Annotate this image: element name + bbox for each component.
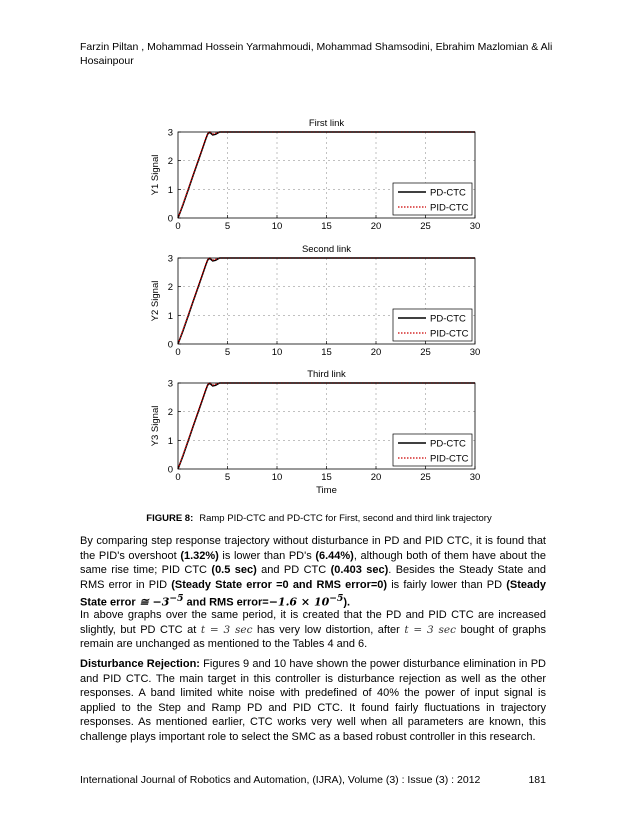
x-tick-label: 15 <box>321 221 332 232</box>
y-tick-label: 2 <box>167 407 173 419</box>
x-tick-label: 5 <box>224 472 231 483</box>
y-tick-label: 0 <box>167 213 173 225</box>
p1-bold-1: (1.32%) <box>180 549 219 562</box>
x-tick-label: 30 <box>469 347 481 358</box>
subplot-title: Third link <box>307 369 346 380</box>
x-tick-label: 25 <box>420 472 431 483</box>
y-tick-label: 3 <box>167 253 173 265</box>
y-axis-label: Y1 Signal <box>150 154 161 196</box>
p1-text-6: is fairly lower than PD <box>387 578 507 591</box>
subplot-3 <box>150 369 480 496</box>
x-tick-label: 25 <box>420 221 431 232</box>
figure-caption-text: Ramp PID-CTC and PD-CTC for First, second and third link trajectory <box>199 513 492 524</box>
legend-label-pid-ctc: PID-CTC <box>430 328 469 340</box>
p1-bold-3: (0.5 sec) <box>211 564 257 577</box>
legend-label-pid-ctc: PID-CTC <box>430 453 469 465</box>
subplot-1 <box>150 118 480 232</box>
legend-label-pd-ctc: PD-CTC <box>430 313 466 325</box>
p1-text-7: ). <box>343 597 351 610</box>
x-tick-label: 10 <box>271 472 283 483</box>
y-tick-label: 1 <box>167 435 173 447</box>
footer-journal: International Journal of Robotics and Automation, (IJRA), Volume (3) : Issue (3) : 2012 <box>80 774 481 786</box>
p1-math-2: −1.6 × 10 <box>268 596 330 610</box>
y-tick-label: 0 <box>167 339 173 351</box>
legend-label-pd-ctc: PD-CTC <box>430 187 466 199</box>
y-tick-label: 2 <box>167 282 173 294</box>
p1-bold-2: (6.44%) <box>315 549 354 562</box>
figure-label: FIGURE 8: <box>146 513 194 524</box>
p1-text-2: is lower than PD's <box>218 549 316 562</box>
y-tick-label: 3 <box>167 378 173 390</box>
y-tick-label: 1 <box>167 184 173 196</box>
p3-text: Figures 9 and 10 have shown the power disturbance elimination in PD and PID CTC. The main target in this controller is disturbance rejection as well as the other responses. A band limited white noise with predefined of 40% the power of input signal is applied to the Step and Ramp PD and PID CTC. It found fairly fluctuations in trajectory responses. As mentioned earlier, CTC works very well when all parameters are known, this challenge plays important role to select the SMC as a based robust controller in this research. <box>80 658 546 743</box>
y-axis-label: Y3 Signal <box>150 405 161 447</box>
x-tick-label: 5 <box>224 221 231 232</box>
subplot-2 <box>150 244 480 358</box>
x-tick-label: 30 <box>469 472 481 483</box>
x-tick-label: 0 <box>175 472 181 483</box>
page-footer <box>80 774 546 786</box>
p1-bold-5: (Steady State error =0 and RMS error=0) <box>171 578 388 591</box>
p1-text-4: and PD CTC <box>256 564 331 577</box>
paragraph-step-response <box>80 534 546 611</box>
y-tick-label: 3 <box>167 127 173 139</box>
p2-text-3: bought of graphs remain are unchanged as mentioned to the Tables 4 and 6. <box>80 623 547 651</box>
x-tick-label: 20 <box>370 221 382 232</box>
p1-math-1-sup: −5 <box>169 593 184 605</box>
x-tick-label: 20 <box>370 347 382 358</box>
figure-caption <box>0 513 638 524</box>
p1-text-1: By comparing step response trajectory without disturbance in PD and PID CTC, it is found that the PID's overshoot <box>80 535 546 562</box>
y-tick-label: 2 <box>167 156 173 168</box>
x-tick-label: 0 <box>175 347 181 358</box>
x-tick-label: 5 <box>224 347 231 358</box>
paragraph-graph-observation <box>80 608 546 652</box>
x-tick-label: 15 <box>321 347 332 358</box>
p2-text-1: In above graphs over the same period, it is created that the PD and PID CTC are increased slightly, but PD CTC at <box>80 609 546 636</box>
p2-math-2: t = 3 sec <box>404 623 456 636</box>
p2-text-2: has very low distortion, after <box>252 623 405 636</box>
p1-math-1: ≅ −3 <box>135 596 170 610</box>
x-tick-label: 0 <box>175 221 181 232</box>
p1-bold-4: (0.403 sec) <box>330 564 389 577</box>
subplot-title: Second link <box>301 244 352 255</box>
y-tick-label: 0 <box>167 464 173 476</box>
legend-label-pid-ctc: PID-CTC <box>430 202 469 214</box>
paragraph-disturbance-rejection <box>80 657 546 745</box>
x-tick-label: 20 <box>370 472 382 483</box>
subplot-title: First link <box>308 118 345 129</box>
p1-math-2-sup: −5 <box>329 593 344 605</box>
p1-bold-7: and RMS error= <box>183 597 269 610</box>
x-tick-label: 15 <box>321 472 332 483</box>
y-tick-label: 1 <box>167 310 173 322</box>
x-tick-label: 10 <box>271 221 283 232</box>
y-axis-label: Y2 Signal <box>150 280 161 322</box>
footer-page-number: 181 <box>528 774 546 786</box>
x-axis-label: Time <box>316 485 337 496</box>
running-header-authors: Farzin Piltan , Mohammad Hossein Yarmahmoudi, Mohammad Shamsodini, Ebrahim Mazlomian & Ali Hosainpour <box>80 41 553 67</box>
p1-bold-6: (Steady State error <box>80 578 547 610</box>
x-tick-label: 25 <box>420 347 431 358</box>
p1-text-3: , although both of them have about the same rise time; PID CTC <box>80 549 546 577</box>
p3-lead: Disturbance Rejection: <box>80 658 200 670</box>
legend-label-pd-ctc: PD-CTC <box>430 438 466 450</box>
p2-math-1: t = 3 sec <box>200 623 253 636</box>
x-tick-label: 10 <box>271 347 283 358</box>
x-tick-label: 30 <box>469 221 481 232</box>
p1-text-5: . Besides the Steady State and RMS error in PID <box>80 564 546 591</box>
